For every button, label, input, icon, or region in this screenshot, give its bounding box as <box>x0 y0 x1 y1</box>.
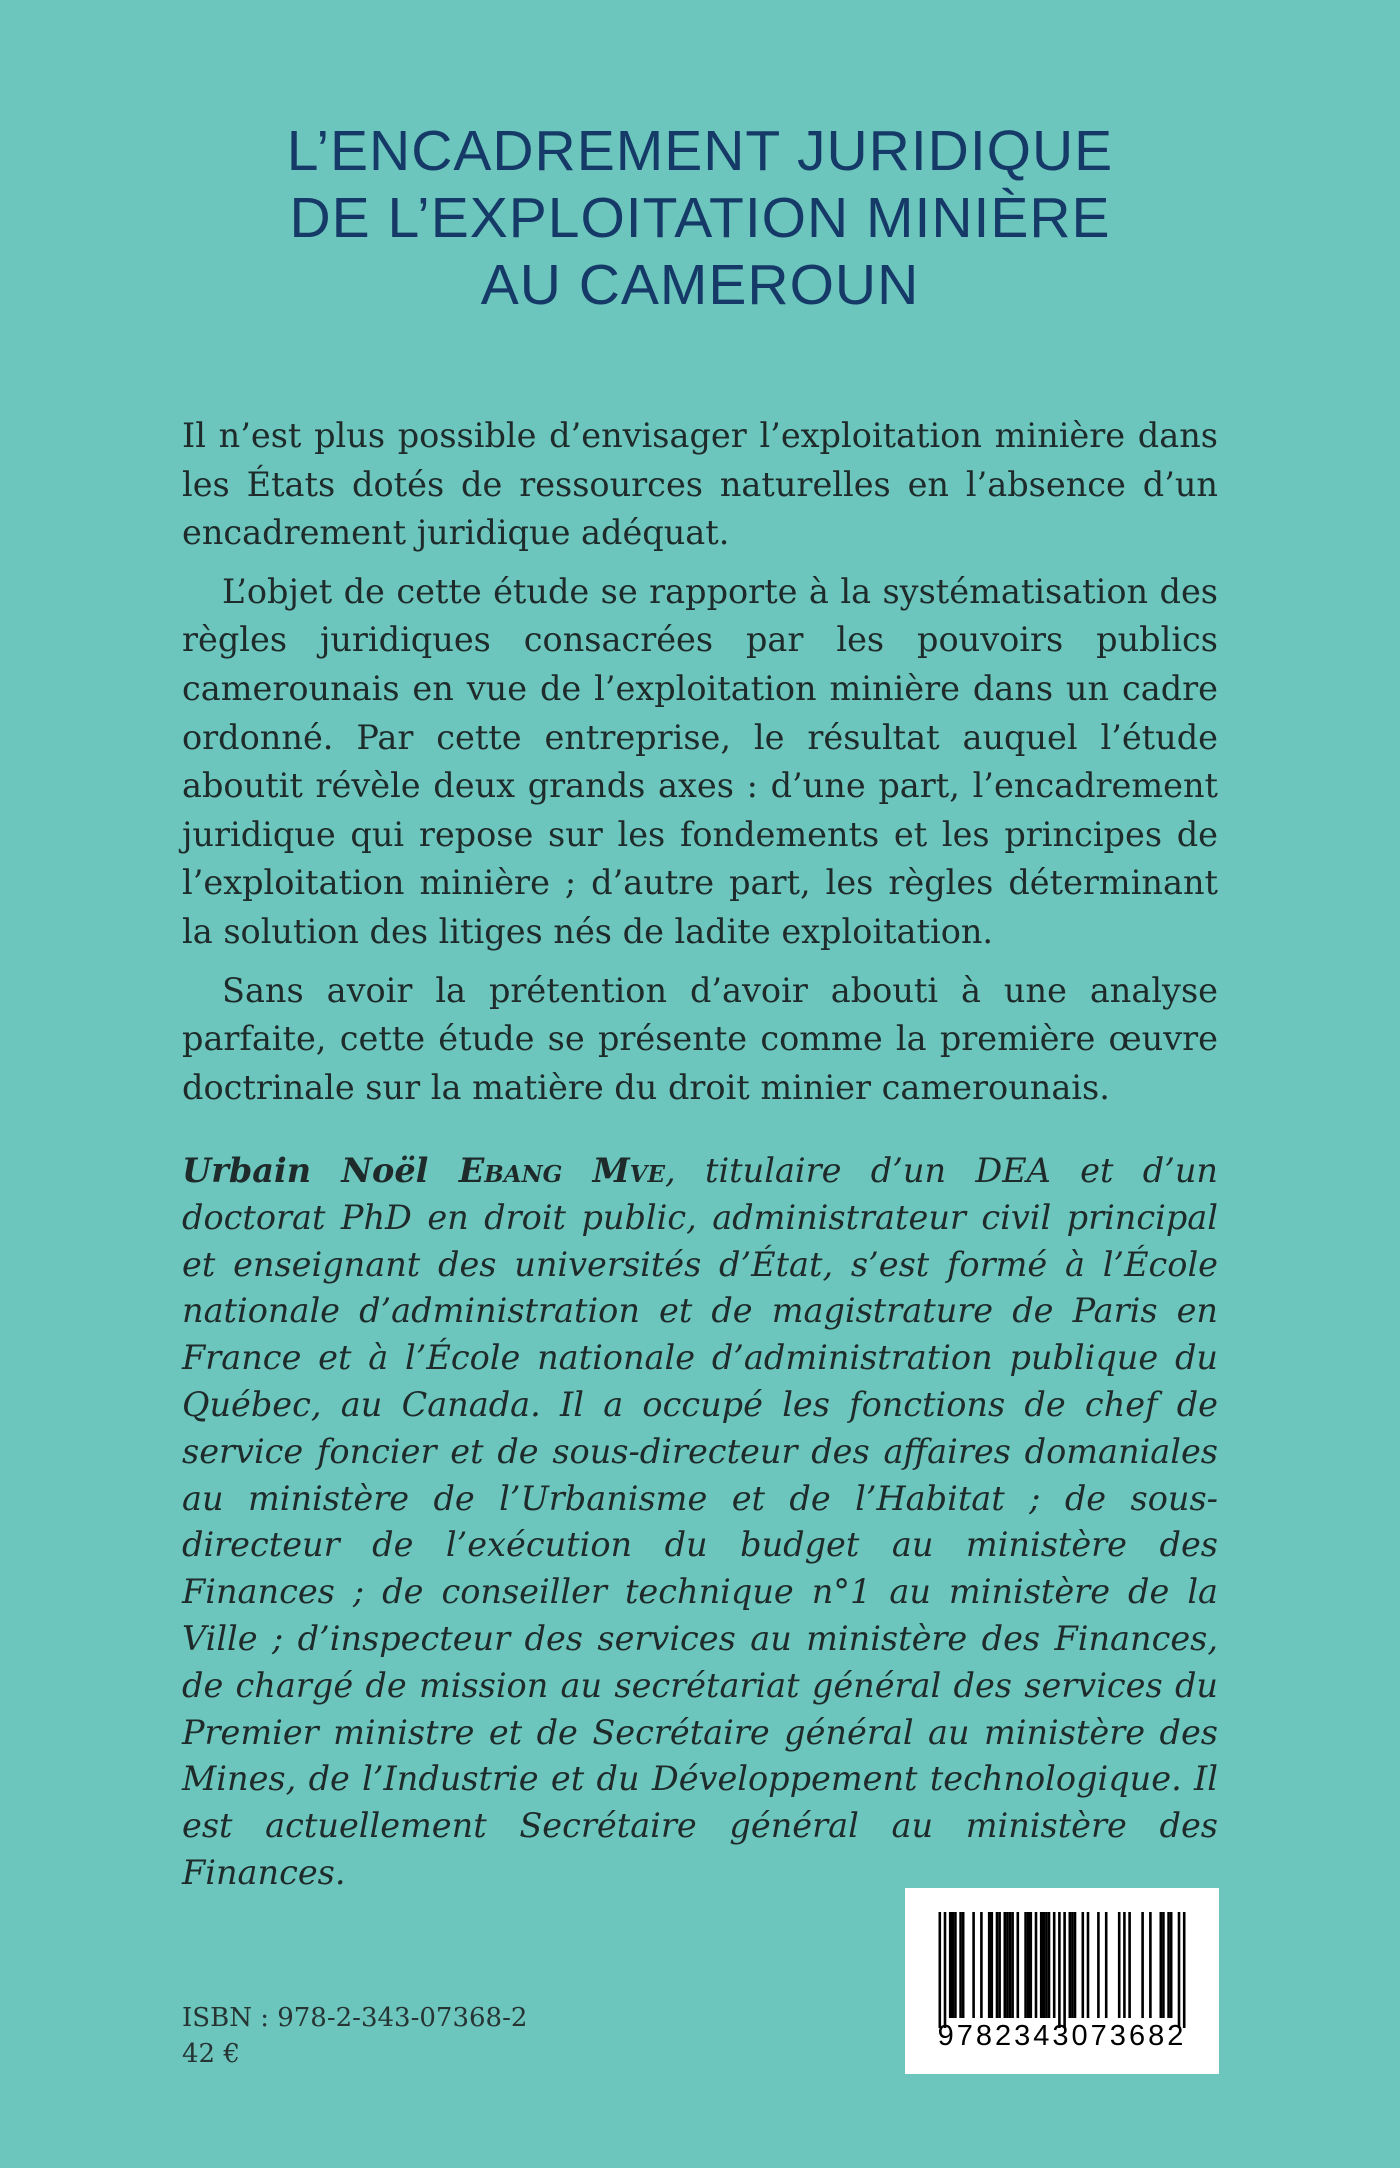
barcode-bar <box>1141 1912 1144 2018</box>
bio-paragraph <box>182 1148 1218 1897</box>
barcode-bar <box>959 1912 962 2018</box>
author-last-name: Ebang Mve <box>458 1151 666 1190</box>
author-name <box>182 1151 665 1190</box>
summary-paragraph: L’objet de cette étude se rapporte à la systématisation des règles juridiques consacrées par les pouvoirs publics camerounais en vue de l’exploitation minière dans un cadre ordonné. Par cette entreprise, le résultat auquel l’étude aboutit révèle deux grands axes : d’une part, l’encadrement juridique qui repose sur les fondements et les principes de l’exploitation minière ; d’autre part, les règles déterminant la solution des litiges nés de ladite exploitation. <box>182 571 1218 951</box>
barcode-bar <box>1040 1912 1043 2018</box>
barcode-bar <box>1011 1912 1014 2018</box>
barcode-bar <box>1118 1912 1121 2018</box>
barcode-bar <box>1167 1912 1170 2018</box>
barcode-bar <box>962 1912 965 2018</box>
barcode-bar <box>1063 1912 1066 2028</box>
bio-text: , titulaire d’un DEA et d’un doctorat PhD en droit public, administrateur civil principal et enseignant des universités d’État, s’est formé à l’École nationale d’administration et de magistrature de Paris en France et à l’École nationale d’administration publique du Québec, au Canada. Il a occupé les fonctions de chef de service foncier et de sous-directeur des affaires domaniales au ministère de l’Urbanisme et de l’Habitat ; de sous-directeur de l’exécution du budget au ministère des Finances ; de conseiller technique n°1 au ministère de la Ville ; d’inspecteur des services au ministère des Finances, de chargé de mission au secrétariat général des services du Premier ministre et de Secrétaire général au ministère des Mines, de l’Industrie et du Développement technologique. Il est actuellement Secrétaire général au ministère des Finances. <box>182 1151 1219 1892</box>
barcode-bar <box>1035 1912 1038 2018</box>
summary-paragraph: Sans avoir la prétention d’avoir abouti à une analyse parfaite, cette étude se présente comme la première œuvre doctrinale sur la matière du droit minier camerounais. <box>182 970 1218 1107</box>
barcode-bar <box>1071 1912 1074 2018</box>
barcode-bar <box>952 1912 955 2018</box>
barcode-bar <box>1009 1912 1012 2018</box>
barcode-bar <box>1160 1912 1163 2018</box>
barcode-bar <box>1069 1912 1072 2018</box>
barcode-bar <box>996 1912 999 2018</box>
barcode-bar <box>1024 1912 1027 2018</box>
barcode-bar <box>1043 1912 1046 2018</box>
barcode-bar <box>939 1912 942 2028</box>
barcode-bar <box>991 1912 994 2018</box>
barcode-bar <box>954 1912 957 2018</box>
title-line: AU CAMEROUN <box>480 253 920 317</box>
barcode-bar <box>1048 1912 1051 2018</box>
barcode-bar <box>1170 1912 1173 2018</box>
isbn-number: ISBN : 978-2-343-07368-2 <box>182 2003 528 2033</box>
barcode <box>905 1888 1219 2074</box>
title-line: L’ENCADREMENT JURIDIQUE <box>286 119 1114 183</box>
isbn-block <box>182 2000 527 2072</box>
barcode-bar <box>949 1912 952 2018</box>
barcode-digits: 9782343073682 <box>937 2020 1187 2052</box>
barcode-bar <box>1004 1912 1007 2018</box>
barcode-bar <box>1149 1912 1152 2018</box>
barcode-bar <box>1183 1912 1186 2028</box>
barcode-bar <box>1105 1912 1108 2018</box>
book-title <box>0 118 1400 319</box>
barcode-bar <box>1027 1912 1030 2018</box>
barcode-bar <box>972 1912 975 2018</box>
barcode-bar <box>1053 1912 1056 2018</box>
barcode-bar <box>1074 1912 1077 2018</box>
price: 42 € <box>182 2039 240 2069</box>
barcode-bar <box>1123 1912 1126 2018</box>
barcode-bar <box>944 1912 947 2028</box>
book-summary <box>182 412 1218 1122</box>
barcode-bar <box>998 1912 1001 2018</box>
barcode-bar <box>1128 1912 1131 2018</box>
barcode-bar <box>980 1912 983 2018</box>
barcode-bar <box>1006 1912 1009 2018</box>
author-first-name: Urbain Noël <box>182 1151 429 1190</box>
barcode-bar <box>1045 1912 1048 2018</box>
barcode-bar <box>988 1912 991 2018</box>
barcode-bar <box>1082 1912 1085 2018</box>
barcode-bar <box>1058 1912 1061 2028</box>
summary-paragraph: Il n’est plus possible d’envisager l’exploitation minière dans les États dotés de ressources naturelles en l’absence d’un encadrement juridique adéquat. <box>182 416 1218 553</box>
barcode-bar <box>1097 1912 1100 2018</box>
barcode-bar <box>1178 1912 1181 2028</box>
barcode-bar <box>1162 1912 1165 2018</box>
barcode-bar <box>1030 1912 1033 2018</box>
barcode-bar <box>1017 1912 1020 2018</box>
author-biography <box>182 1148 1218 1897</box>
title-line: DE L’EXPLOITATION MINIÈRE <box>289 186 1111 250</box>
barcode-bar <box>1087 1912 1090 2018</box>
